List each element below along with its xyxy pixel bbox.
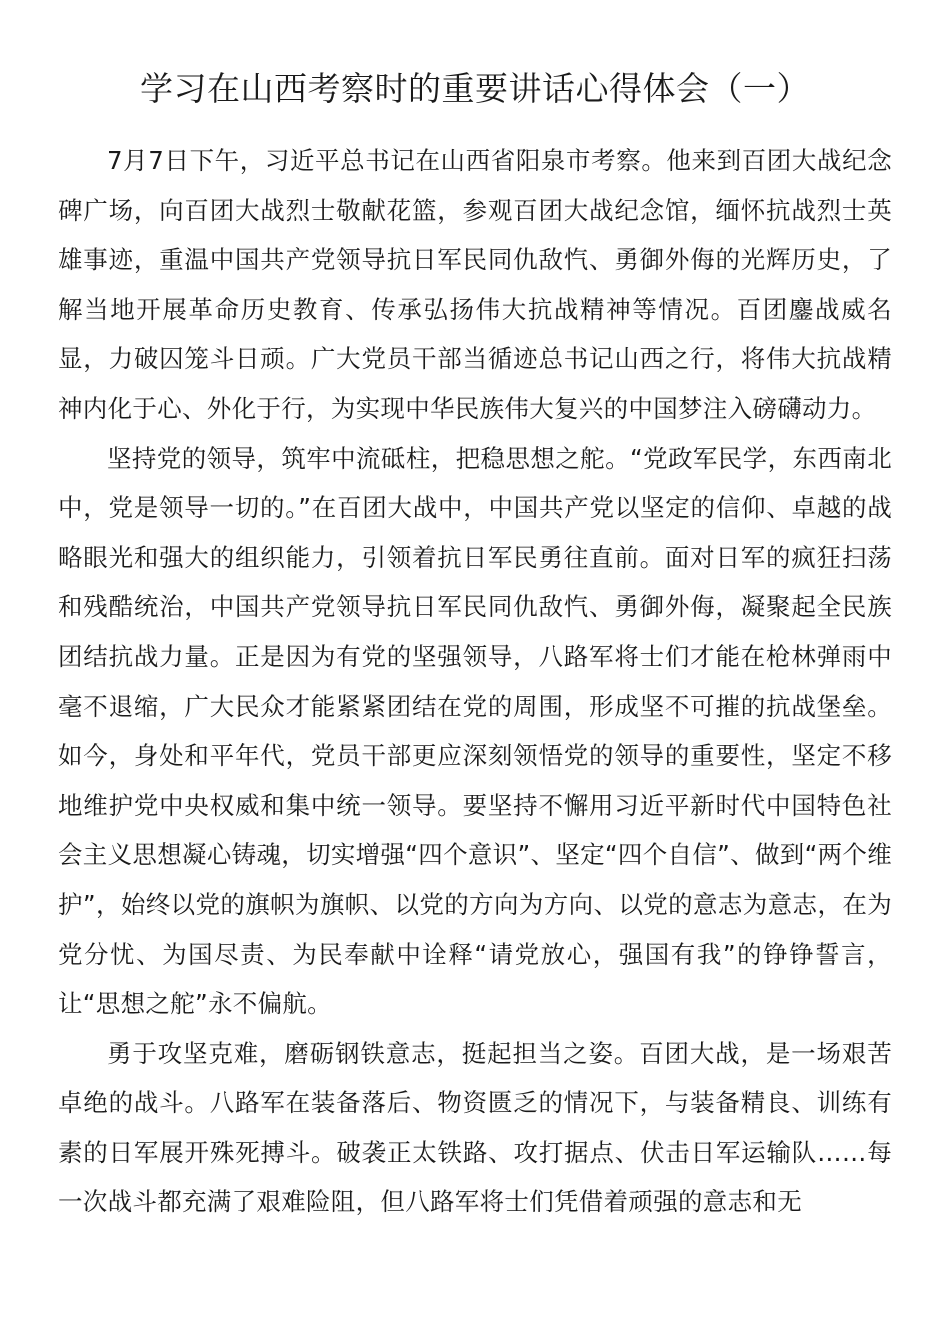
paragraph-party-leadership: 坚持党的领导，筑牢中流砥柱，把稳思想之舵。“党政军民学，东西南北中，党是领导一切的。”在百团大战中，中国共产党以坚定的信仰、卓越的战略眼光和强大的组织能力，引领着抗日军民勇往直前。面对日军的疯狂扫荡和残酷统治，中国共产党领导抗日军民同仇敌忾、勇御外侮，凝聚起全民族团结抗战力量。正是因为有党的坚强领导，八路军将士们才能在枪林弹雨中毫不退缩，广大民众才能紧紧团结在党的周围，形成坚不可摧的抗战堡垒。如今，身处和平年代，党员干部更应深刻领悟党的领导的重要性，坚定不移地维护党中央权威和集中统一领导。要坚持不懈用习近平新时代中国特色社会主义思想凝心铸魂，切实增强“四个意识”、坚定“四个自信”、做到“两个维护”，始终以党的旗帜为旗帜、以党的方向为方向、以党的意志为意志，在为党分忧、为国尽责、为民奉献中诠释“请党放心，强国有我”的铮铮誓言，让“思想之舵”永不偏航。 <box>58 443 892 1019</box>
document-title: 学习在山西考察时的重要讲话心得体会（一） <box>140 69 810 108</box>
paragraph-overcome-difficulties: 勇于攻坚克难，磨砺钢铁意志，挺起担当之姿。百团大战，是一场艰苦卓绝的战斗。八路军在装备落后、物资匮乏的情况下，与装备精良、训练有素的日军展开殊死搏斗。破袭正太铁路、攻打据点、伏击日军运输队……每一次战斗都充满了艰难险阻，但八路军将士们凭借着顽强的意志和无 <box>58 1038 892 1217</box>
paragraph-intro: 7月7日下午，习近平总书记在山西省阳泉市考察。他来到百团大战纪念碑广场，向百团大战烈士敬献花篮，参观百团大战纪念馆，缅怀抗战烈士英雄事迹，重温中国共产党领导抗日军民同仇敌忾、勇御外侮的光辉历史，了解当地开展革命历史教育、传承弘扬伟大抗战精神等情况。百团鏖战威名显，力破囚笼斗日顽。广大党员干部当循迹总书记山西之行，将伟大抗战精神内化于心、外化于行，为实现中华民族伟大复兴的中国梦注入磅礴动力。 <box>58 146 892 423</box>
